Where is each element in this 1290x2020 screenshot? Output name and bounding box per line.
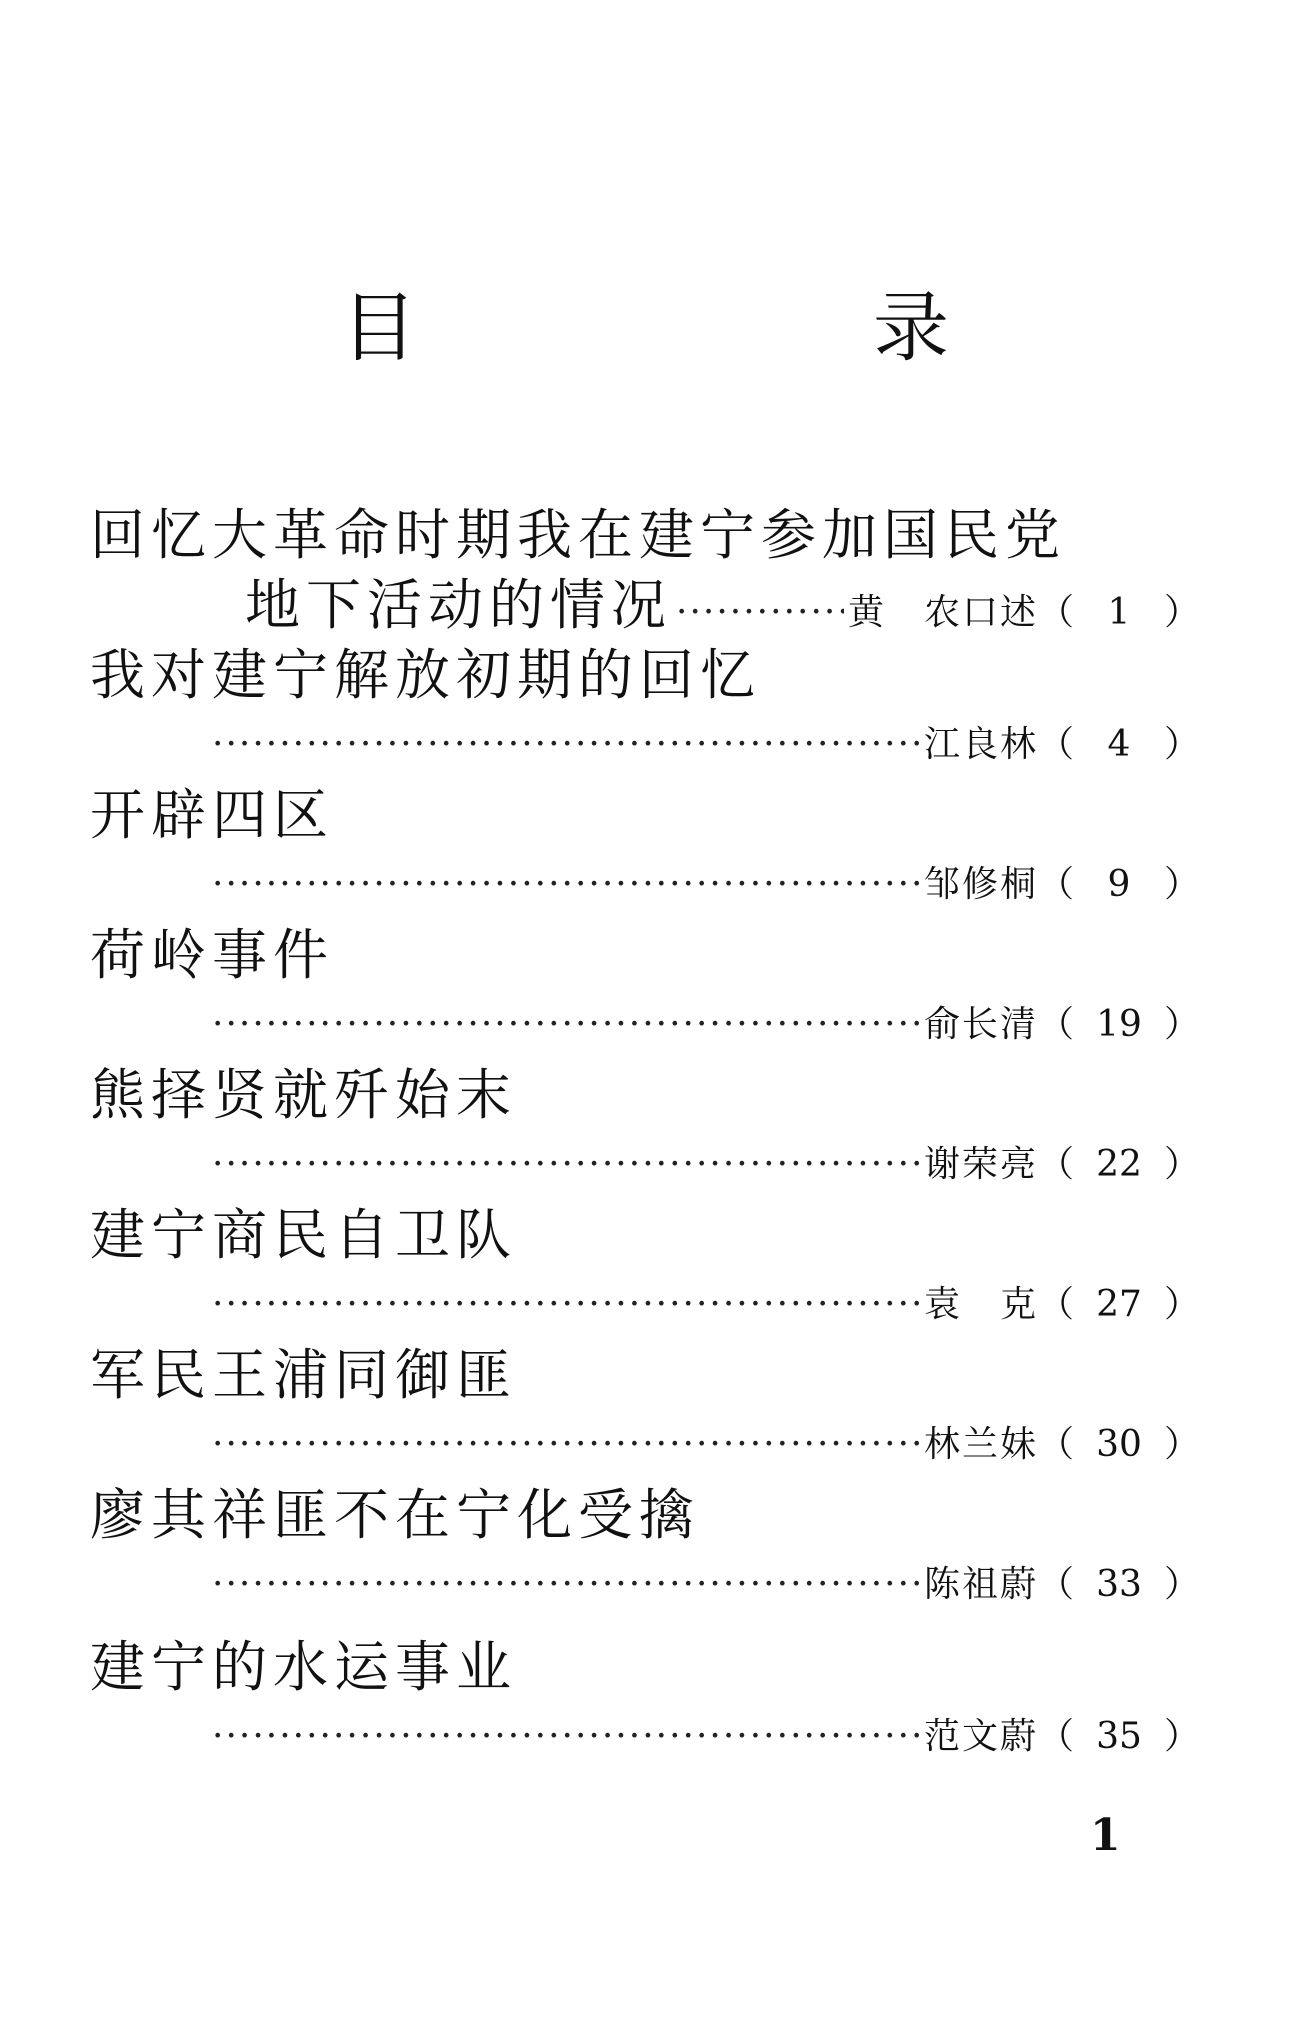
open-paren: （ xyxy=(1037,1004,1074,1045)
toc-entry-8 xyxy=(90,1480,1200,1620)
toc-entry-leader xyxy=(90,710,1200,780)
dot-leader xyxy=(212,1410,920,1480)
toc-entry-page: 9 xyxy=(1107,864,1131,905)
toc-entry-title: 回忆大革命时期我在建宁参加国民党 xyxy=(90,503,1067,567)
open-paren: （ xyxy=(1037,864,1074,905)
open-paren: （ xyxy=(1037,1564,1074,1605)
close-paren: ） xyxy=(1163,1144,1200,1185)
close-paren: ） xyxy=(1163,864,1200,905)
toc-entry-4 xyxy=(90,920,1200,1060)
toc-entry-title-continuation: 地下活动的情况 xyxy=(245,573,673,637)
toc-entry-title: 荷岭事件 xyxy=(90,923,335,987)
toc-entry-author: 邹修桐 xyxy=(923,864,1038,905)
toc-entry-title: 建宁的水运事业 xyxy=(90,1635,518,1699)
toc-entry-7 xyxy=(90,1340,1200,1480)
toc-entry-title: 军民王浦同御匪 xyxy=(90,1343,518,1407)
close-paren: ） xyxy=(1163,1564,1200,1605)
dot-leader xyxy=(676,578,844,648)
toc-entry-author: 黄 农口述 xyxy=(847,592,1038,633)
toc-entry-title: 建宁商民自卫队 xyxy=(90,1203,518,1267)
dot-leader xyxy=(212,1130,920,1200)
table-of-contents xyxy=(90,500,1200,1772)
dot-leader xyxy=(212,1550,920,1620)
toc-entry-5 xyxy=(90,1060,1200,1200)
close-paren: ） xyxy=(1163,1284,1200,1325)
toc-entry-leader xyxy=(90,1702,1200,1772)
close-paren: ） xyxy=(1163,1004,1200,1045)
close-paren: ） xyxy=(1163,592,1200,633)
toc-entry-author: 范文蔚 xyxy=(923,1716,1038,1757)
page-title: 目 录 xyxy=(341,283,1139,372)
spacer xyxy=(90,1620,1200,1632)
toc-entry-author: 袁 克 xyxy=(923,1284,1038,1325)
toc-entry-title: 开辟四区 xyxy=(90,783,335,847)
toc-entry-page: 1 xyxy=(1107,592,1131,633)
close-paren: ） xyxy=(1163,724,1200,765)
toc-entry-author: 俞长清 xyxy=(923,1004,1038,1045)
toc-entry-page: 33 xyxy=(1096,1564,1142,1605)
toc-entry-author: 林兰妹 xyxy=(923,1424,1038,1465)
dot-leader xyxy=(212,1702,920,1772)
dot-leader xyxy=(212,990,920,1060)
toc-entry-title: 我对建宁解放初期的回忆 xyxy=(90,643,762,707)
close-paren: ） xyxy=(1163,1716,1200,1757)
open-paren: （ xyxy=(1037,1284,1074,1325)
open-paren: （ xyxy=(1037,724,1074,765)
toc-entry-1 xyxy=(90,500,1200,640)
toc-entry-leader xyxy=(90,850,1200,920)
toc-entry-page: 22 xyxy=(1096,1144,1142,1185)
open-paren: （ xyxy=(1037,592,1074,633)
open-paren: （ xyxy=(1037,1716,1074,1757)
dot-leader xyxy=(212,1270,920,1340)
toc-entry-page: 27 xyxy=(1096,1284,1142,1325)
toc-entry-leader xyxy=(90,990,1200,1060)
toc-entry-2 xyxy=(90,640,1200,780)
open-paren: （ xyxy=(1037,1424,1074,1465)
toc-entry-leader xyxy=(90,1550,1200,1620)
toc-entry-title: 廖其祥匪不在宁化受擒 xyxy=(90,1483,701,1547)
toc-entry-title: 熊择贤就歼始末 xyxy=(90,1063,518,1127)
toc-entry-page: 35 xyxy=(1096,1716,1142,1757)
close-paren: ） xyxy=(1163,1424,1200,1465)
toc-entry-author: 陈祖蔚 xyxy=(923,1564,1038,1605)
dot-leader xyxy=(212,850,920,920)
toc-entry-leader xyxy=(90,570,1200,640)
toc-entry-leader xyxy=(90,1410,1200,1480)
toc-entry-leader xyxy=(90,1270,1200,1340)
toc-entry-page: 4 xyxy=(1107,724,1131,765)
toc-entry-author: 谢荣亮 xyxy=(923,1144,1038,1185)
toc-entry-6 xyxy=(90,1200,1200,1340)
toc-entry-author: 江良林 xyxy=(923,724,1038,765)
page-number: 1 xyxy=(1090,1810,1121,1861)
dot-leader xyxy=(212,710,920,780)
toc-entry-3 xyxy=(90,780,1200,920)
open-paren: （ xyxy=(1037,1144,1074,1185)
toc-entry-page: 19 xyxy=(1096,1004,1142,1045)
toc-entry-leader xyxy=(90,1130,1200,1200)
toc-entry-9 xyxy=(90,1632,1200,1772)
toc-entry-page: 30 xyxy=(1096,1424,1142,1465)
